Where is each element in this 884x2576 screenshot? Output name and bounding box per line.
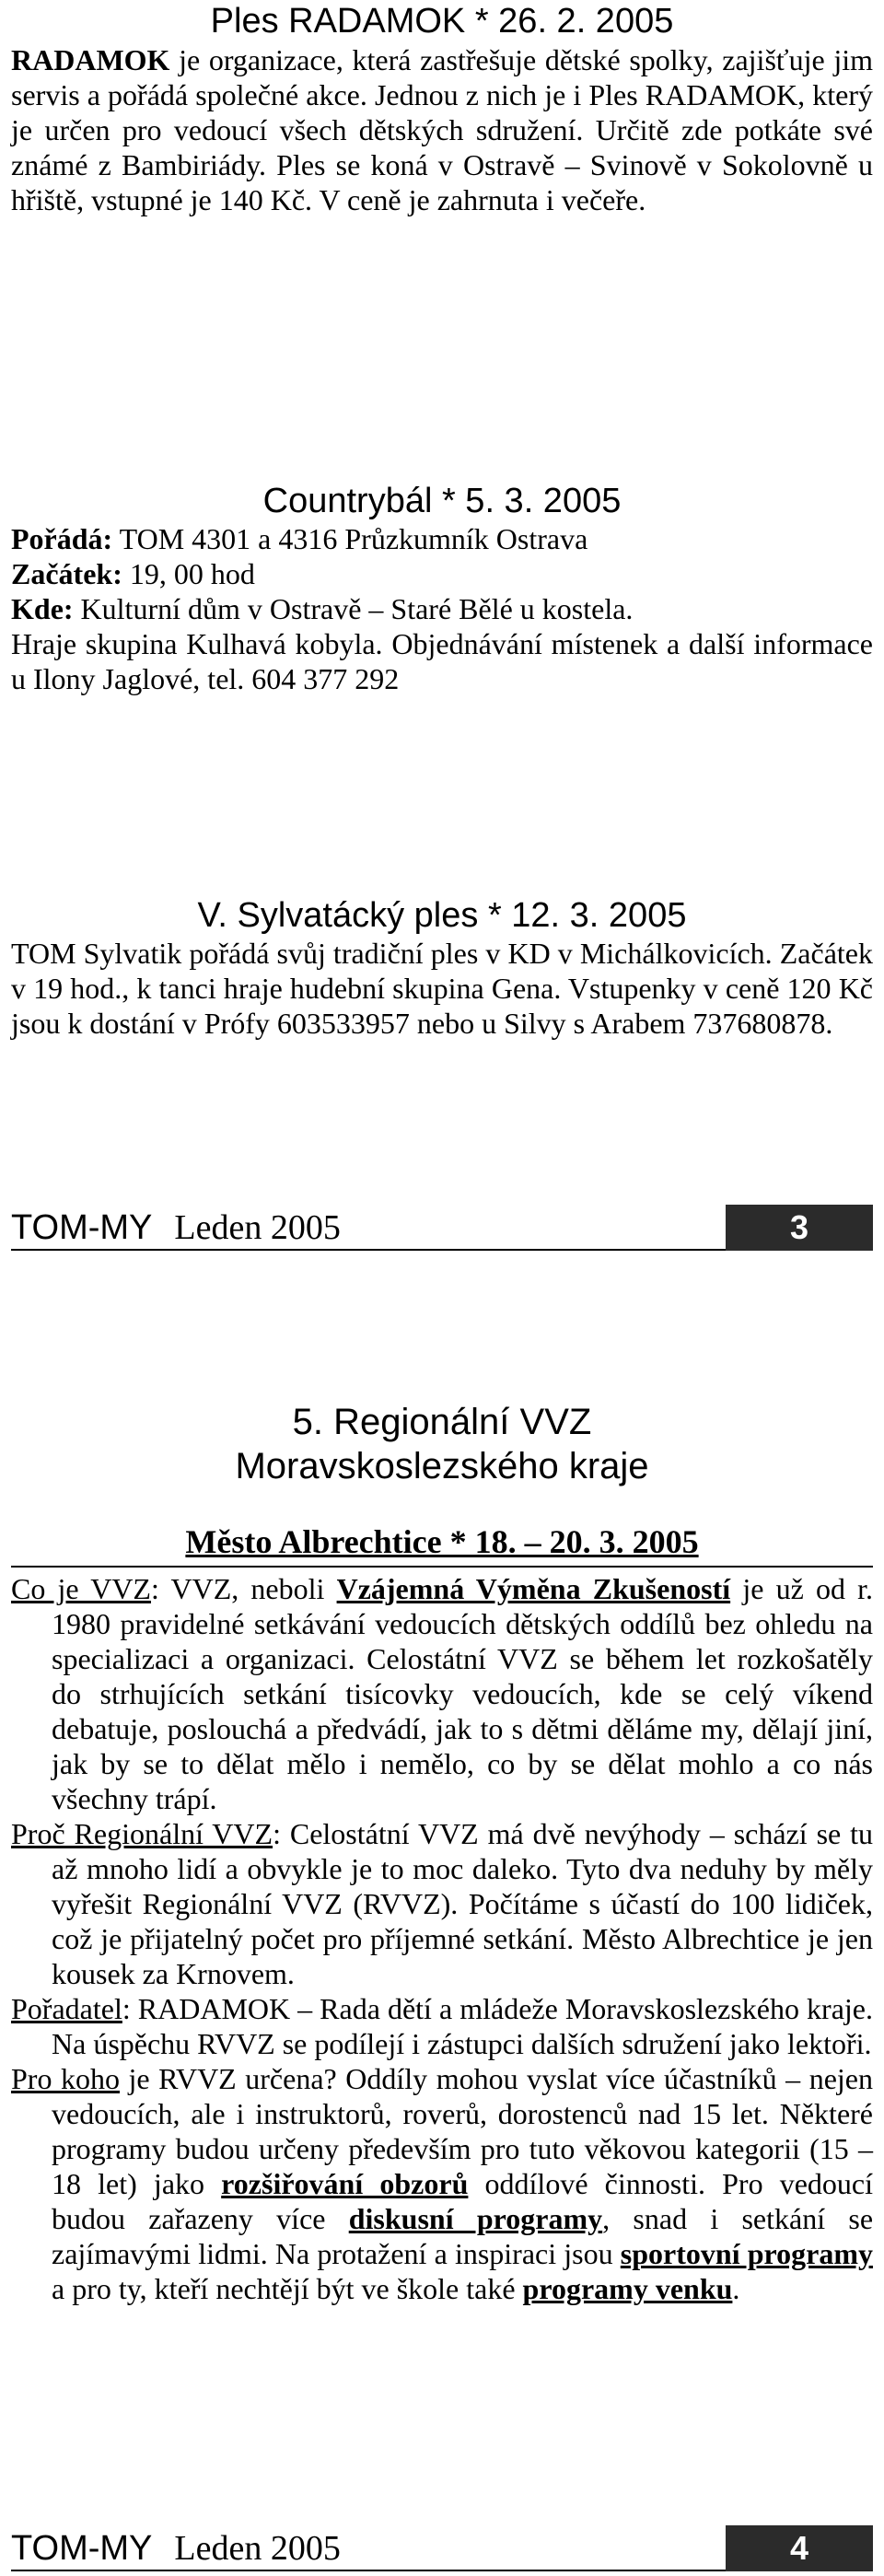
vvz-for-whom-text1: je RVVZ určena? Oddíly mohou vyslat více účastníků – nejen vedoucích, ale i instruktorů, roverů, dorostenců nad 15 let. Některé programy budou určeny především pro tuto věkovou kategorii (15 – 18 let) jako — [52, 2062, 874, 2200]
sylvatacky-section — [11, 895, 873, 1041]
vvz-what-label: Co je VVZ — [11, 1572, 151, 1605]
countrybal-start-label: Začátek: — [11, 557, 122, 590]
vvz-why — [11, 1816, 873, 1991]
footer-4-rule — [11, 2570, 726, 2571]
vvz-for-whom — [11, 2061, 873, 2306]
countrybal-text: Hraje skupina Kulhavá kobyla. Objednávání místenek a další informace u Ilony Jaglové, tel. 604 377 292 — [11, 627, 873, 695]
vvz-what-post: je už od r. 1980 pravidelné setkávání vedoucích dětských oddílů bez ohledu na specializaci a organizaci. Celostátní VVZ se během let rozkošatěly do strhujících setkání tisícovky vedoucích, kde se celý víkend debatuje, poslouchá a předvádí, jak to s dětmi děláme my, dělají jiní, jak by se to dělat mělo i nemělo, co by se dělat mohlo a co nás všechny trápí. — [52, 1572, 874, 1815]
vvz-why-label: Proč Regionální VVZ — [11, 1817, 273, 1850]
vvz-for-whom-text3: , snad i setkání se zajímavými lidmi. Na protažení a inspiraci jsou — [52, 2202, 874, 2270]
page-footer-3 — [11, 1205, 873, 1251]
vvz-for-whom-bold3: sportovní programy — [620, 2237, 874, 2270]
vvz-for-whom-text5: . — [732, 2272, 740, 2305]
countrybal-start — [11, 556, 873, 591]
vvz-organizer-label: Pořadatel — [11, 1992, 122, 2025]
vvz-for-whom-text4: a pro ty, kteří nechtějí být ve škole také — [52, 2272, 523, 2305]
footer-3-magazine: TOM-MY — [11, 1208, 153, 1247]
vvz-what-pre: : VVZ, neboli — [150, 1572, 337, 1605]
page-footer-4 — [11, 2525, 873, 2571]
vvz-title-line2: Moravskoslezského kraje — [235, 1446, 649, 1486]
countrybal-title: Countrybál * 5. 3. 2005 — [262, 482, 622, 520]
countrybal-section — [11, 481, 873, 696]
countrybal-organizer-label: Pořádá: — [11, 522, 113, 555]
ples-radamok-section — [11, 0, 873, 217]
vvz-for-whom-label: Pro koho — [11, 2062, 120, 2095]
countrybal-place — [11, 591, 873, 626]
footer-3-rule — [11, 1249, 726, 1251]
ples-radamok-body: je organizace, která zastřešuje dětské spolky, zajišťuje jim servis a pořádá společné akce. Jednou z nich je i Ples RADAMOK, který je určen pro vedoucí všech dětských sdružení. Určitě zde potkáte své známé z Bambiriády. Ples se koná v Ostravě – Svinově v Sokolovně u hřiště, vstupné je 140 Kč. V ceně je zahrnuta i večeře. — [11, 43, 873, 216]
vvz-for-whom-bold4: programy venku — [522, 2272, 733, 2305]
ples-radamok-text — [11, 42, 873, 217]
footer-3-page-number: 3 — [726, 1205, 873, 1251]
vvz-organizer-text: : RADAMOK – Rada dětí a mládeže Moravskoslezského kraje. Na úspěchu RVVZ se podílejí i zástupci dalších sdružení jako lektoři. — [52, 1992, 873, 2060]
vvz-for-whom-bold1: rozšiřování obzorů — [221, 2167, 469, 2200]
footer-3-issue: Leden 2005 — [174, 1208, 341, 1247]
countrybal-organizer — [11, 521, 873, 556]
radamok-org: RADAMOK — [11, 43, 170, 76]
footer-4-magazine: TOM-MY — [11, 2529, 153, 2568]
footer-4-page-number: 4 — [726, 2525, 873, 2571]
vvz-what-bold: Vzájemná Výměna Zkušeností — [336, 1572, 731, 1605]
vvz-section — [11, 1400, 873, 2306]
vvz-city-dates: Město Albrechtice * 18. – 20. 3. 2005 — [185, 1523, 699, 1560]
footer-4-label — [11, 2525, 341, 2571]
countrybal-start-value: 19, 00 hod — [122, 557, 255, 590]
ples-radamok-title: Ples RADAMOK * 26. 2. 2005 — [210, 2, 674, 41]
vvz-divider — [11, 1566, 873, 1568]
footer-4-issue: Leden 2005 — [174, 2529, 341, 2568]
vvz-for-whom-text2: oddílové činnosti. Pro vedoucí budou zařazeny více — [52, 2167, 874, 2235]
countrybal-place-value: Kulturní dům v Ostravě – Staré Bělé u kostela. — [73, 592, 634, 625]
vvz-organizer — [11, 1991, 873, 2061]
vvz-why-text: : Celostátní VVZ má dvě nevýhody – schází se tu až mnoho lidí a obvykle je to moc daleko. Tyto dva neduhy by měly vyřešit Regionální VVZ (RVVZ). Počítáme s účastí do 100 lidiček, což je přijatelný počet pro příjemné setkání. Město Albrechtice je jen kousek za Krnovem. — [52, 1817, 874, 1990]
sylvatacky-text: TOM Sylvatik pořádá svůj tradiční ples v KD v Michálkovicích. Začátek v 19 hod., k tanci hraje hudební skupina Gena. Vstupenky v ceně 120 Kč jsou k dostání v Prófy 603533957 nebo u Silvy s Arabem 737680878. — [11, 937, 873, 1040]
countrybal-place-label: Kde: — [11, 592, 74, 625]
footer-3-label — [11, 1205, 341, 1251]
vvz-title-line1: 5. Regionální VVZ — [292, 1402, 592, 1442]
vvz-for-whom-bold2: diskusní programy — [348, 2202, 603, 2235]
vvz-what-is — [11, 1571, 873, 1816]
countrybal-organizer-value: TOM 4301 a 4316 Průzkumník Ostrava — [112, 522, 588, 555]
sylvatacky-title: V. Sylvatácký ples * 12. 3. 2005 — [197, 896, 687, 935]
